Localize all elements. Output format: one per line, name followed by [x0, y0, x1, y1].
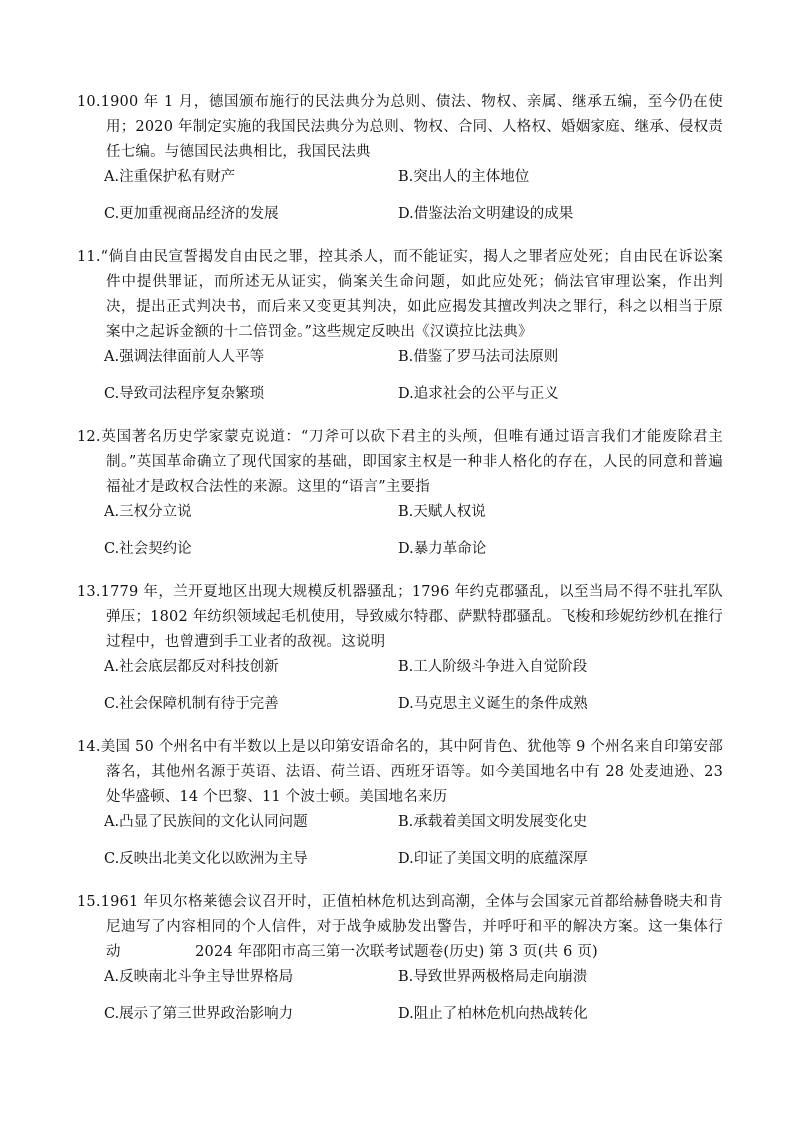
- option-group: [0, 965, 793, 1039]
- question-13: [0, 580, 793, 729]
- option-a: A.三权分立说: [104, 504, 192, 520]
- option-c: C.更加重视商品经济的发展: [104, 206, 279, 222]
- question-list: [0, 90, 793, 1045]
- question-10: [0, 90, 793, 239]
- page-footer: 2024 年邵阳市高三第一次联考试题卷(历史) 第 3 页(共 6 页): [195, 944, 598, 960]
- option-b: B.导致世界两极格局走向崩溃: [398, 969, 588, 985]
- question-text: 英国著名历史学家蒙克说道：“刀斧可以砍下君主的头颅，但唯有通过语言我们才能废除君主制。”英国革命确立了现代国家的基础，即国家主权是一种非人格化的存在，人民的同意和普遍福祉才是政权合法性的来源。这里的“语言”主要指: [100, 429, 723, 495]
- question-number: 14.: [77, 739, 101, 755]
- question-number: 12.: [77, 429, 101, 445]
- question-11: [0, 245, 793, 419]
- option-group: [0, 165, 793, 239]
- option-group: [0, 655, 793, 729]
- question-text: 美国 50 个州名中有半数以上是以印第安语命名的，其中阿肯色、犹他等 9 个州名来自印第安部落名，其他州名源于英语、法语、荷兰语、西班牙语等。如今美国地名中有 28 处麦迪逊、23 处华盛顿、14 个巴黎、11 个波士顿。美国地名来历: [100, 739, 723, 805]
- question-stem: [0, 245, 793, 345]
- option-b: B.突出人的主体地位: [398, 169, 530, 185]
- question-number: 15.: [77, 894, 101, 910]
- question-text: 1779 年，兰开夏地区出现大规模反机器骚乱；1796 年约克郡骚乱，以至当局不得不驻扎军队弹压；1802 年纺织领域起毛机使用，导致威尔特郡、萨默特郡骚乱。飞梭和珍妮纺纱机在推行过程中，也曾遭到手工业者的敌视。这说明: [100, 584, 723, 650]
- question-text: “倘自由民宣誓揭发自由民之罪，控其杀人，而不能证实，揭人之罪者应处死；自由民在诉讼案件中提供罪证，而所述无从证实，倘案关生命问题，如此应处死；倘法官审理讼案，作出判决，提出正式判决书，而后来又变更其判决，如此应揭发其擅改判决之罪行，科之以相当于原案中之起诉金额的十二倍罚金。”这些规定反映出《汉谟拉比法典》: [100, 249, 723, 340]
- option-c: C.社会保障机制有待于完善: [104, 696, 279, 712]
- option-a: A.社会底层都反对科技创新: [104, 659, 279, 675]
- option-c: C.展示了第三世界政治影响力: [104, 1006, 294, 1022]
- option-c: C.导致司法程序复杂繁琐: [104, 386, 265, 402]
- question-15: [0, 890, 793, 1039]
- option-a: A.强调法律面前人人平等: [104, 349, 265, 365]
- option-d: D.阻止了柏林危机向热战转化: [398, 1006, 588, 1022]
- question-text: 1900 年 1 月，德国颁布施行的民法典分为总则、债法、物权、亲属、继承五编，至今仍在使用；2020 年制定实施的我国民法典分为总则、物权、合同、人格权、婚姻家庭、继承、侵权责任七编。与德国民法典相比，我国民法典: [100, 94, 723, 160]
- option-b: B.承载着美国文明发展变化史: [398, 814, 588, 830]
- option-group: [0, 500, 793, 574]
- option-d: D.追求社会的公平与正义: [398, 386, 559, 402]
- option-c: C.反映出北美文化以欧洲为主导: [104, 851, 308, 867]
- question-stem: [0, 735, 793, 810]
- option-b: B.工人阶级斗争进入自觉阶段: [398, 659, 588, 675]
- option-d: D.马克思主义诞生的条件成熟: [398, 696, 588, 712]
- question-stem: [0, 425, 793, 500]
- question-number: 11.: [77, 249, 101, 265]
- question-stem: [0, 580, 793, 655]
- question-stem: [0, 90, 793, 165]
- option-group: [0, 810, 793, 884]
- question-12: [0, 425, 793, 574]
- question-text: 1961 年贝尔格莱德会议召开时，正值柏林危机达到高潮，全体与会国家元首都给赫鲁晓夫和肯尼迪写了内容相同的个人信件，对于战争威胁发出警告，并呼吁和平的解决方案。这一集体行动: [100, 894, 723, 960]
- option-a: A.注重保护私有财产: [104, 169, 236, 185]
- question-number: 10.: [77, 94, 101, 110]
- option-d: D.暴力革命论: [398, 541, 487, 557]
- question-number: 13.: [77, 584, 101, 600]
- option-d: D.印证了美国文明的底蕴深厚: [398, 851, 588, 867]
- option-d: D.借鉴法治文明建设的成果: [398, 206, 574, 222]
- question-14: [0, 735, 793, 884]
- option-group: [0, 345, 793, 419]
- option-b: B.天赋人权说: [398, 504, 486, 520]
- option-c: C.社会契约论: [104, 541, 192, 557]
- option-a: A.凸显了民族间的文化认同问题: [104, 814, 308, 830]
- option-b: B.借鉴了罗马法司法原则: [398, 349, 559, 365]
- option-a: A.反映南北斗争主导世界格局: [104, 969, 294, 985]
